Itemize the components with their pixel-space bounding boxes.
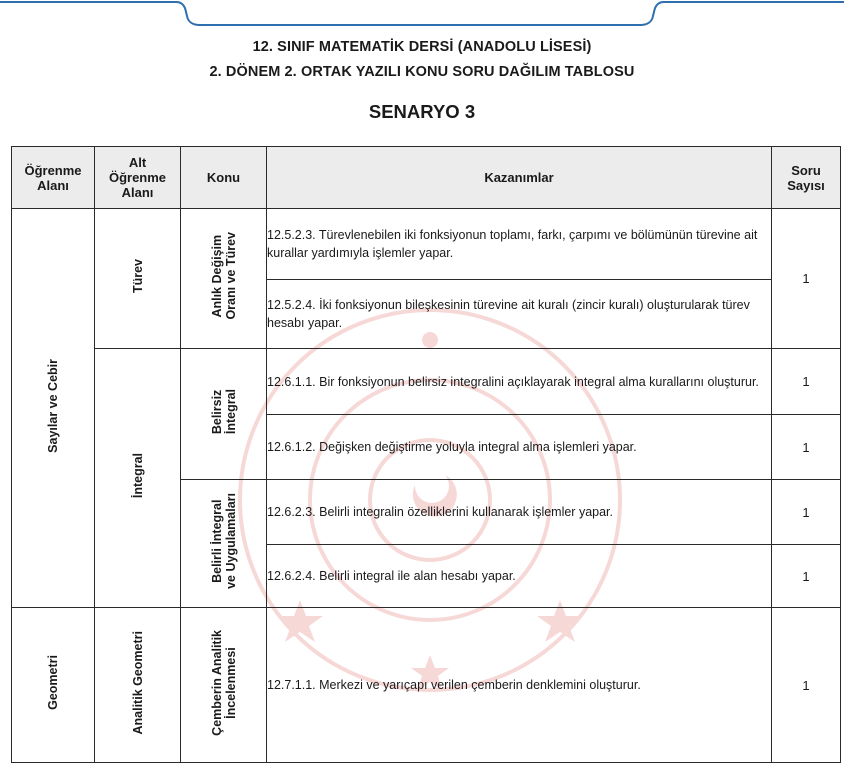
- scenario-title: SENARYO 3: [368, 101, 476, 122]
- topic-cell: [181, 349, 267, 480]
- header-soru-sayisi: [772, 147, 841, 209]
- header-label: Konu: [206, 170, 241, 185]
- header-alt-ogrenme-alani: [95, 147, 181, 209]
- topic-cell: [181, 480, 267, 608]
- question-count-cell: 1: [772, 209, 841, 349]
- outcome-cell: 12.6.1.1. Bir fonksiyonun belirsiz integralini açıklayarak integral alma kurallarını oluşturur.: [267, 349, 772, 415]
- question-count-cell: 1: [772, 415, 841, 480]
- sub-area-cell: [95, 608, 181, 763]
- topic-label: Anlık Değişim Oranı ve Türev: [209, 232, 238, 320]
- header-label: Kazanımlar: [484, 170, 554, 185]
- header-label: Alt Öğrenme Alanı: [108, 155, 167, 200]
- outcome-cell: 12.5.2.4. İki fonksiyonun bileşkesinin türevine ait kuralı (zincir kuralı) oluşturularak türev hesabı yapar.: [267, 280, 772, 349]
- question-count-cell: 1: [772, 545, 841, 608]
- document-tab-frame: [0, 0, 844, 30]
- sub-area-cell: [95, 209, 181, 349]
- title-school-type: (ANADOLU LİSESİ): [453, 39, 592, 55]
- header-konu: [181, 147, 267, 209]
- document-title-line2: 2. DÖNEM 2. ORTAK YAZILI KONU SORU DAĞILIM TABLOSU: [209, 64, 635, 80]
- header-label: Öğrenme Alanı: [24, 162, 82, 193]
- header-ogrenme-alani: [12, 147, 95, 209]
- learning-area-cell: [12, 608, 95, 763]
- topic-cell: [181, 608, 267, 763]
- sub-area-label: İntegral: [130, 452, 145, 499]
- table-row: [12, 608, 841, 763]
- topic-label: Belirli İntegral ve Uygulamaları: [209, 493, 238, 589]
- topic-label: Çemberin Analitik İncelenmesi: [209, 629, 238, 736]
- question-count-cell: 1: [772, 480, 841, 545]
- learning-area-label: Geometri: [46, 655, 60, 710]
- table-header-row: [12, 147, 841, 209]
- table-row: [12, 349, 841, 415]
- title-grade: 12. SINIF: [252, 39, 319, 55]
- table-row: [12, 209, 841, 280]
- header-label: Soru Sayısı: [787, 162, 825, 193]
- header-kazanimlar: [267, 147, 772, 209]
- outcome-cell: 12.6.1.2. Değişken değiştirme yoluyla integral alma işlemleri yapar.: [267, 415, 772, 480]
- sub-area-cell: [95, 349, 181, 608]
- topic-label: Belirsiz İntegral: [209, 388, 238, 435]
- question-count-cell: 1: [772, 608, 841, 763]
- outcome-cell: 12.5.2.3. Türevlenebilen iki fonksiyonun toplamı, farkı, çarpımı ve bölümünün türevine ait kurallar yardımıyla işlemler yapar.: [267, 209, 772, 280]
- sub-area-label: Analitik Geometri: [130, 630, 145, 735]
- outcome-cell: 12.6.2.4. Belirli integral ile alan hesabı yapar.: [267, 545, 772, 608]
- topic-distribution-table: [11, 146, 841, 763]
- learning-area-label: Sayılar ve Cebir: [46, 358, 60, 453]
- outcome-cell: 12.7.1.1. Merkezi ve yarıçapı verilen çemberin denklemini oluşturur.: [267, 608, 772, 763]
- sub-area-label: Türev: [130, 258, 145, 294]
- question-count-cell: 1: [772, 349, 841, 415]
- title-course: MATEMATİK DERSİ: [318, 39, 454, 55]
- outcome-cell: 12.6.2.3. Belirli integralin özelliklerini kullanarak işlemler yapar.: [267, 480, 772, 545]
- document-title-line1: [0, 39, 844, 55]
- topic-cell: [181, 209, 267, 349]
- learning-area-cell: [12, 209, 95, 608]
